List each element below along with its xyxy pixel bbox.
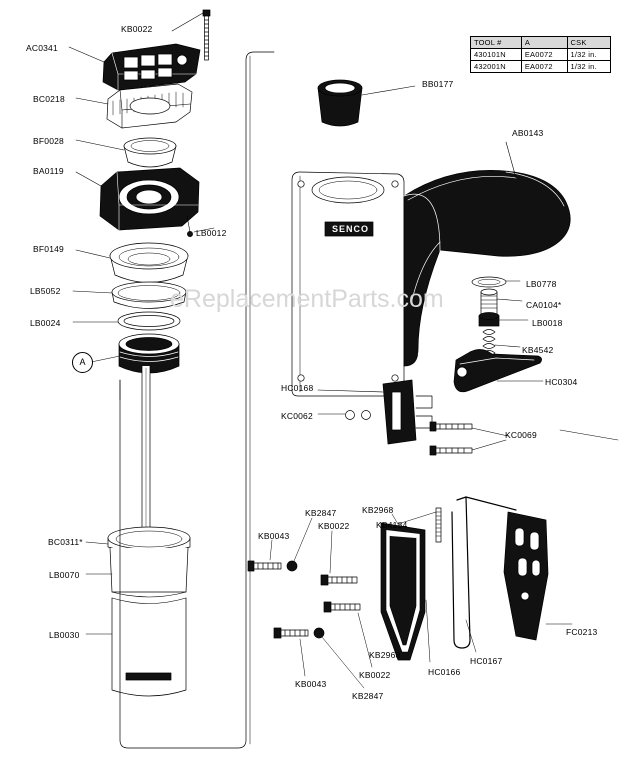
cell-tool: 432001N (471, 61, 522, 73)
part-label-lb0778: LB0778 (526, 279, 557, 289)
part-label-kb0022-top: KB0022 (121, 24, 153, 34)
cell-tool: 430101N (471, 49, 522, 61)
part-label-bc0311: BC0311* (48, 537, 83, 547)
part-label-lb0070: LB0070 (49, 570, 80, 580)
part-kc0069 (430, 422, 508, 455)
part-trigger-valve (472, 277, 528, 356)
brand-label: SENCO (332, 224, 370, 234)
part-label-lb0018: LB0018 (532, 318, 563, 328)
part-label-ac0341: AC0341 (26, 43, 58, 53)
part-label-lb0012: LB0012 (196, 228, 227, 238)
part-ac0341 (69, 44, 200, 90)
part-label-lb5052: LB5052 (30, 286, 61, 296)
callout-a: A (72, 352, 93, 373)
part-label-kc0069: KC0069 (505, 430, 537, 440)
part-label-hc0304: HC0304 (545, 377, 578, 387)
part-label-fc0213: FC0213 (566, 627, 598, 637)
part-label-kb0022-mid: KB0022 (318, 521, 350, 531)
part-label-kb2968-top: KB2968 (362, 505, 394, 515)
table-header-tool: TOOL # (471, 37, 522, 49)
part-label-hc0166: HC0166 (428, 667, 461, 677)
part-barrel (86, 527, 190, 696)
watermark: eReplacementParts.com (170, 285, 444, 313)
table-row (471, 61, 611, 73)
part-label-kb2847-bot: KB2847 (352, 691, 384, 701)
cell-a: EA0072 (521, 49, 567, 61)
part-label-bb0177: BB0177 (422, 79, 454, 89)
part-bf0028 (76, 138, 176, 167)
part-ba0119 (76, 168, 214, 237)
part-bb0177 (318, 80, 415, 126)
table-header-csk: CSK (567, 37, 610, 49)
part-label-hc0168: HC0168 (281, 383, 314, 393)
part-bf0149 (76, 243, 188, 283)
part-main-body (292, 172, 404, 396)
part-label-kb4184: KB4184 (376, 520, 408, 530)
part-hc0166 (381, 514, 430, 662)
part-label-kb0043-top: KB0043 (258, 531, 290, 541)
part-label-bf0149: BF0149 (33, 244, 64, 254)
part-label-kc0062: KC0062 (281, 411, 313, 421)
table-header-a: A (521, 37, 567, 49)
part-label-kb0043-bot: KB0043 (295, 679, 327, 689)
part-label-ab0143: AB0143 (512, 128, 544, 138)
part-bc0218 (76, 84, 192, 128)
tool-reference-table (470, 36, 611, 73)
part-lb5052 (73, 282, 186, 309)
part-label-lb0030: LB0030 (49, 630, 80, 640)
part-fc0213 (504, 512, 572, 640)
part-label-kb0022-bot: KB0022 (359, 670, 391, 680)
part-piston-driver (91, 334, 179, 560)
part-hc0304 (454, 349, 543, 391)
part-label-lb0024: LB0024 (30, 318, 61, 328)
cell-csk: 1/32 in. (567, 49, 610, 61)
part-kc0062 (318, 411, 371, 420)
part-label-kb2968-bot: KB2968 (369, 650, 401, 660)
part-lb0024 (73, 312, 180, 330)
part-label-kb2847-top: KB2847 (305, 508, 337, 518)
part-label-kb4542: KB4542 (522, 345, 554, 355)
part-label-bf0028: BF0028 (33, 136, 64, 146)
part-ab0143 (404, 142, 570, 366)
table-header-row (471, 37, 611, 49)
cell-csk: 1/32 in. (567, 61, 610, 73)
part-label-ba0119: BA0119 (33, 166, 64, 176)
table-row (471, 49, 611, 61)
part-label-hc0167: HC0167 (470, 656, 503, 666)
part-label-bc0218: BC0218 (33, 94, 65, 104)
part-screws-group (248, 518, 372, 688)
cell-a: EA0072 (521, 61, 567, 73)
part-label-ca0104: CA0104* (526, 300, 562, 310)
